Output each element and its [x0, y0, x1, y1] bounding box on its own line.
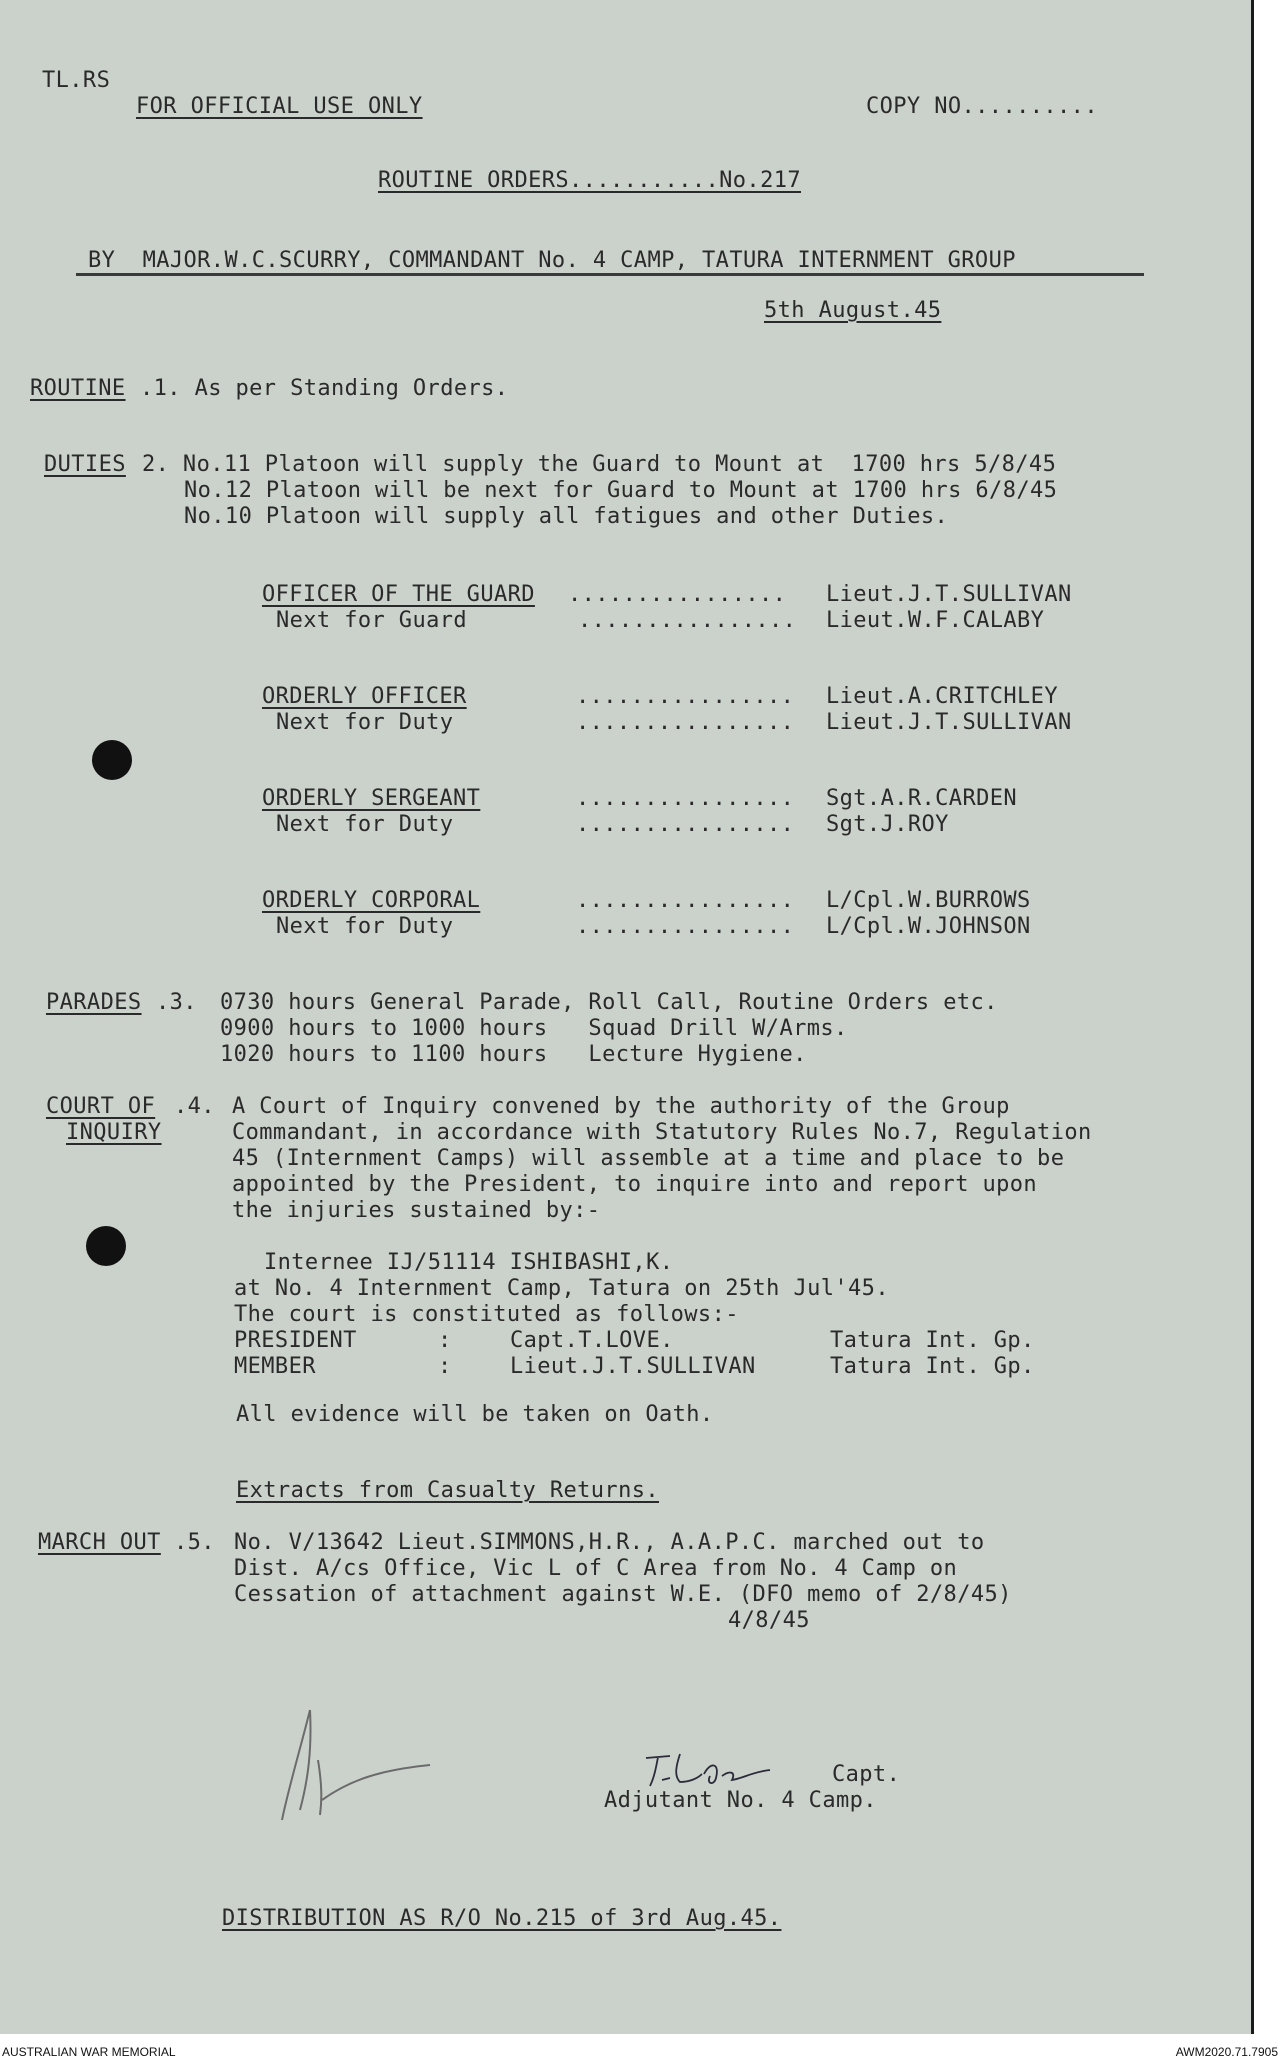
- roster-role: OFFICER OF THE GUARD: [262, 582, 535, 607]
- member-unit: Tatura Int. Gp.: [830, 1328, 1035, 1353]
- order-title: ROUTINE ORDERS...........No.217: [378, 168, 801, 193]
- signature-title: Adjutant No. 4 Camp.: [604, 1788, 877, 1813]
- roster-name: Lieut.A.CRITCHLEY: [826, 684, 1058, 709]
- court-line: Commandant, in accordance with Statutory Rules No.7, Regulation: [232, 1120, 1092, 1145]
- court-line: the injuries sustained by:-: [232, 1198, 601, 1223]
- roster-next-name: Lieut.J.T.SULLIVAN: [826, 710, 1072, 735]
- march-out-number: .5.: [174, 1530, 215, 1555]
- evidence-line: All evidence will be taken on Oath.: [236, 1402, 714, 1427]
- roster-next-name: Lieut.W.F.CALABY: [826, 608, 1045, 633]
- punch-hole: [86, 1226, 126, 1266]
- duties-line: 2. No.11 Platoon will supply the Guard to Mount at 1700 hrs 5/8/45: [142, 452, 1057, 477]
- roster-name: L/Cpl.W.BURROWS: [826, 888, 1031, 913]
- roster-next-name: L/Cpl.W.JOHNSON: [826, 914, 1031, 939]
- file-reference: TL.RS: [42, 68, 111, 93]
- routine-label: ROUTINE: [30, 376, 126, 401]
- copy-number: COPY NO..........: [866, 94, 1098, 119]
- roster-role: ORDERLY CORPORAL: [262, 888, 481, 913]
- march-out-date: 4/8/45: [728, 1608, 810, 1633]
- parades-line: 0900 hours to 1000 hours Squad Drill W/Arms.: [220, 1016, 848, 1041]
- roster-leader-dots: ................: [568, 582, 787, 607]
- internee-line: Internee IJ/51114 ISHIBASHI,K.: [264, 1250, 674, 1275]
- issuer-underline: [76, 273, 1144, 276]
- issuer-line: BY MAJOR.W.C.SCURRY, COMMANDANT No. 4 CAMP, TATURA INTERNMENT GROUP: [88, 248, 1016, 273]
- member-name: Lieut.J.T.SULLIVAN: [510, 1354, 756, 1379]
- roster-leader-dots: ................: [576, 888, 795, 913]
- court-line: 45 (Internment Camps) will assemble at a time and place to be: [232, 1146, 1065, 1171]
- march-out-label: MARCH OUT: [38, 1530, 161, 1555]
- roster-next-label: Next for Duty: [276, 914, 454, 939]
- roster-leader-dots: ................: [576, 786, 795, 811]
- court-line: appointed by the President, to inquire into and report upon: [232, 1172, 1038, 1197]
- court-number: .4.: [174, 1094, 215, 1119]
- member-unit: Tatura Int. Gp.: [830, 1354, 1035, 1379]
- parades-line: 0730 hours General Parade, Roll Call, Routine Orders etc.: [220, 990, 998, 1015]
- classification-marking: FOR OFFICIAL USE ONLY: [136, 94, 423, 119]
- roster-role: ORDERLY SERGEANT: [262, 786, 481, 811]
- member-separator: :: [438, 1354, 452, 1379]
- roster-name: Sgt.A.R.CARDEN: [826, 786, 1018, 811]
- order-date: 5th August.45: [764, 298, 942, 323]
- roster-leader-dots: ................: [576, 914, 795, 939]
- roster-leader-dots: ................: [576, 684, 795, 709]
- extracts-heading: Extracts from Casualty Returns.: [236, 1478, 659, 1503]
- roster-name: Lieut.J.T.SULLIVAN: [826, 582, 1072, 607]
- routine-text: .1. As per Standing Orders.: [140, 376, 509, 401]
- archive-footer-left: AUSTRALIAN WAR MEMORIAL: [2, 2045, 176, 2059]
- roster-next-label: Next for Guard: [276, 608, 468, 633]
- march-out-line: No. V/13642 Lieut.SIMMONS,H.R., A.A.P.C. marched out to: [234, 1530, 985, 1555]
- court-label-inquiry: INQUIRY: [66, 1120, 162, 1145]
- march-out-line: Dist. A/cs Office, Vic L of C Area from No. 4 Camp on: [234, 1556, 958, 1581]
- location-line: at No. 4 Internment Camp, Tatura on 25th Jul'45.: [234, 1276, 889, 1301]
- member-role: PRESIDENT: [234, 1328, 357, 1353]
- member-separator: :: [438, 1328, 452, 1353]
- duties-line: No.12 Platoon will be next for Guard to Mount at 1700 hrs 6/8/45: [184, 478, 1058, 503]
- initials-mark: [270, 1690, 440, 1830]
- roster-leader-dots: ................: [576, 812, 795, 837]
- duties-label: DUTIES: [44, 452, 126, 477]
- roster-role: ORDERLY OFFICER: [262, 684, 467, 709]
- member-name: Capt.T.LOVE.: [510, 1328, 674, 1353]
- march-out-line: Cessation of attachment against W.E. (DFO memo of 2/8/45): [234, 1582, 1012, 1607]
- court-line: A Court of Inquiry convened by the authority of the Group: [232, 1094, 1010, 1119]
- court-label: COURT OF: [46, 1094, 156, 1119]
- archive-footer-right: AWM2020.71.7905: [1175, 2045, 1278, 2059]
- roster-next-label: Next for Duty: [276, 812, 454, 837]
- adjutant-signature: [640, 1748, 780, 1792]
- roster-next-label: Next for Duty: [276, 710, 454, 735]
- punch-hole: [92, 740, 132, 780]
- roster-leader-dots: ................: [576, 710, 795, 735]
- member-role: MEMBER: [234, 1354, 316, 1379]
- parades-number: .3.: [156, 990, 197, 1015]
- parades-line: 1020 hours to 1100 hours Lecture Hygiene.: [220, 1042, 807, 1067]
- parades-label: PARADES: [46, 990, 142, 1015]
- duties-line: No.10 Platoon will supply all fatigues and other Duties.: [184, 504, 949, 529]
- constituted-line: The court is constituted as follows:-: [234, 1302, 739, 1327]
- roster-leader-dots: ................: [578, 608, 797, 633]
- distribution-line: DISTRIBUTION AS R/O No.215 of 3rd Aug.45.: [222, 1906, 782, 1931]
- roster-next-name: Sgt.J.ROY: [826, 812, 949, 837]
- signature-rank: Capt.: [832, 1762, 901, 1787]
